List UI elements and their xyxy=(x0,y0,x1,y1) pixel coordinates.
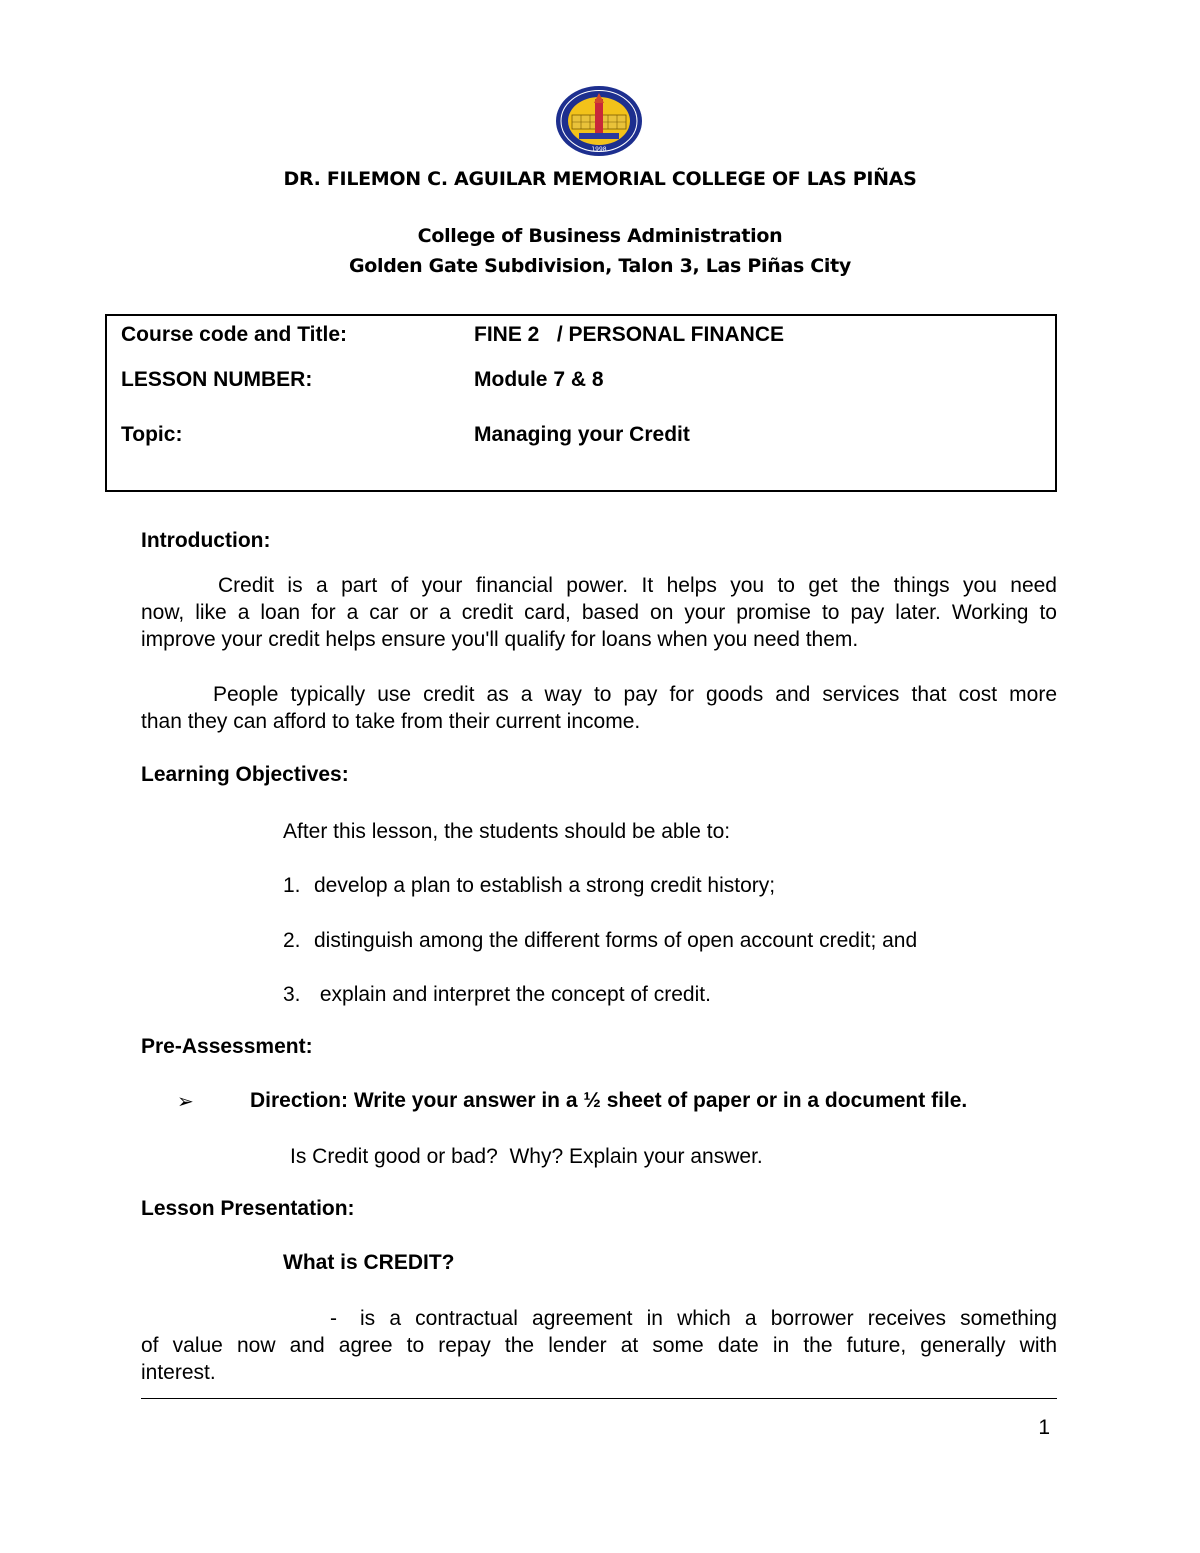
lesson-presentation-heading: Lesson Presentation: xyxy=(141,1197,355,1220)
topic-value: Managing your Credit xyxy=(474,423,690,446)
arrow-bullet-icon: ➢ xyxy=(177,1091,194,1113)
objectives-heading: Learning Objectives: xyxy=(141,763,349,786)
course-code-label: Course code and Title: xyxy=(121,323,347,346)
footer-divider xyxy=(141,1398,1057,1399)
intro-paragraph-line: Credit is a part of your financial power. It helps you to get the things you need xyxy=(218,574,1057,597)
page-number: 1 xyxy=(1038,1416,1050,1439)
definition-dash: - xyxy=(330,1307,337,1330)
institution-address: Golden Gate Subdivision, Talon 3, Las Piñas City xyxy=(348,255,852,277)
department-name: College of Business Administration xyxy=(417,225,783,247)
credit-definition-line: is a contractual agreement in which a borrower receives something xyxy=(360,1307,1057,1330)
institution-name: DR. FILEMON C. AGUILAR MEMORIAL COLLEGE OF LAS PIÑAS xyxy=(283,168,917,190)
objective-number: 2. xyxy=(283,929,301,952)
pre-assessment-heading: Pre-Assessment: xyxy=(141,1035,313,1058)
objective-text: distinguish among the different forms of open account credit; and xyxy=(314,929,918,952)
objective-text: develop a plan to establish a strong credit history; xyxy=(314,874,776,897)
introduction-heading: Introduction: xyxy=(141,529,271,552)
objectives-intro: After this lesson, the students should be able to: xyxy=(283,820,731,843)
pre-assessment-question: Is Credit good or bad? Why? Explain your answer. xyxy=(290,1145,763,1168)
college-seal-icon xyxy=(555,85,643,157)
lesson-number-value: Module 7 & 8 xyxy=(474,368,604,391)
intro-paragraph-line: improve your credit helps ensure you'll qualify for loans when you need them. xyxy=(141,628,859,651)
lesson-number-label: LESSON NUMBER: xyxy=(121,368,313,391)
objective-text: explain and interpret the concept of credit. xyxy=(314,983,711,1006)
objective-number: 3. xyxy=(283,983,301,1006)
direction-text: Direction: Write your answer in a ½ sheet of paper or in a document file. xyxy=(250,1089,968,1112)
intro-paragraph-line: than they can afford to take from their current income. xyxy=(141,710,641,733)
credit-definition-line: of value now and agree to repay the lender at some date in the future, generally with xyxy=(141,1334,1057,1357)
objective-number: 1. xyxy=(283,874,301,897)
credit-definition-line: interest. xyxy=(141,1361,216,1384)
svg-text:1998: 1998 xyxy=(591,146,607,153)
course-code-value: FINE 2 / PERSONAL FINANCE xyxy=(474,323,784,346)
intro-paragraph-line: People typically use credit as a way to pay for goods and services that cost more xyxy=(213,683,1057,706)
intro-paragraph-line: now, like a loan for a car or a credit card, based on your promise to pay later. Working to xyxy=(141,601,1057,624)
what-is-credit-subheading: What is CREDIT? xyxy=(283,1251,455,1274)
topic-label: Topic: xyxy=(121,423,183,446)
